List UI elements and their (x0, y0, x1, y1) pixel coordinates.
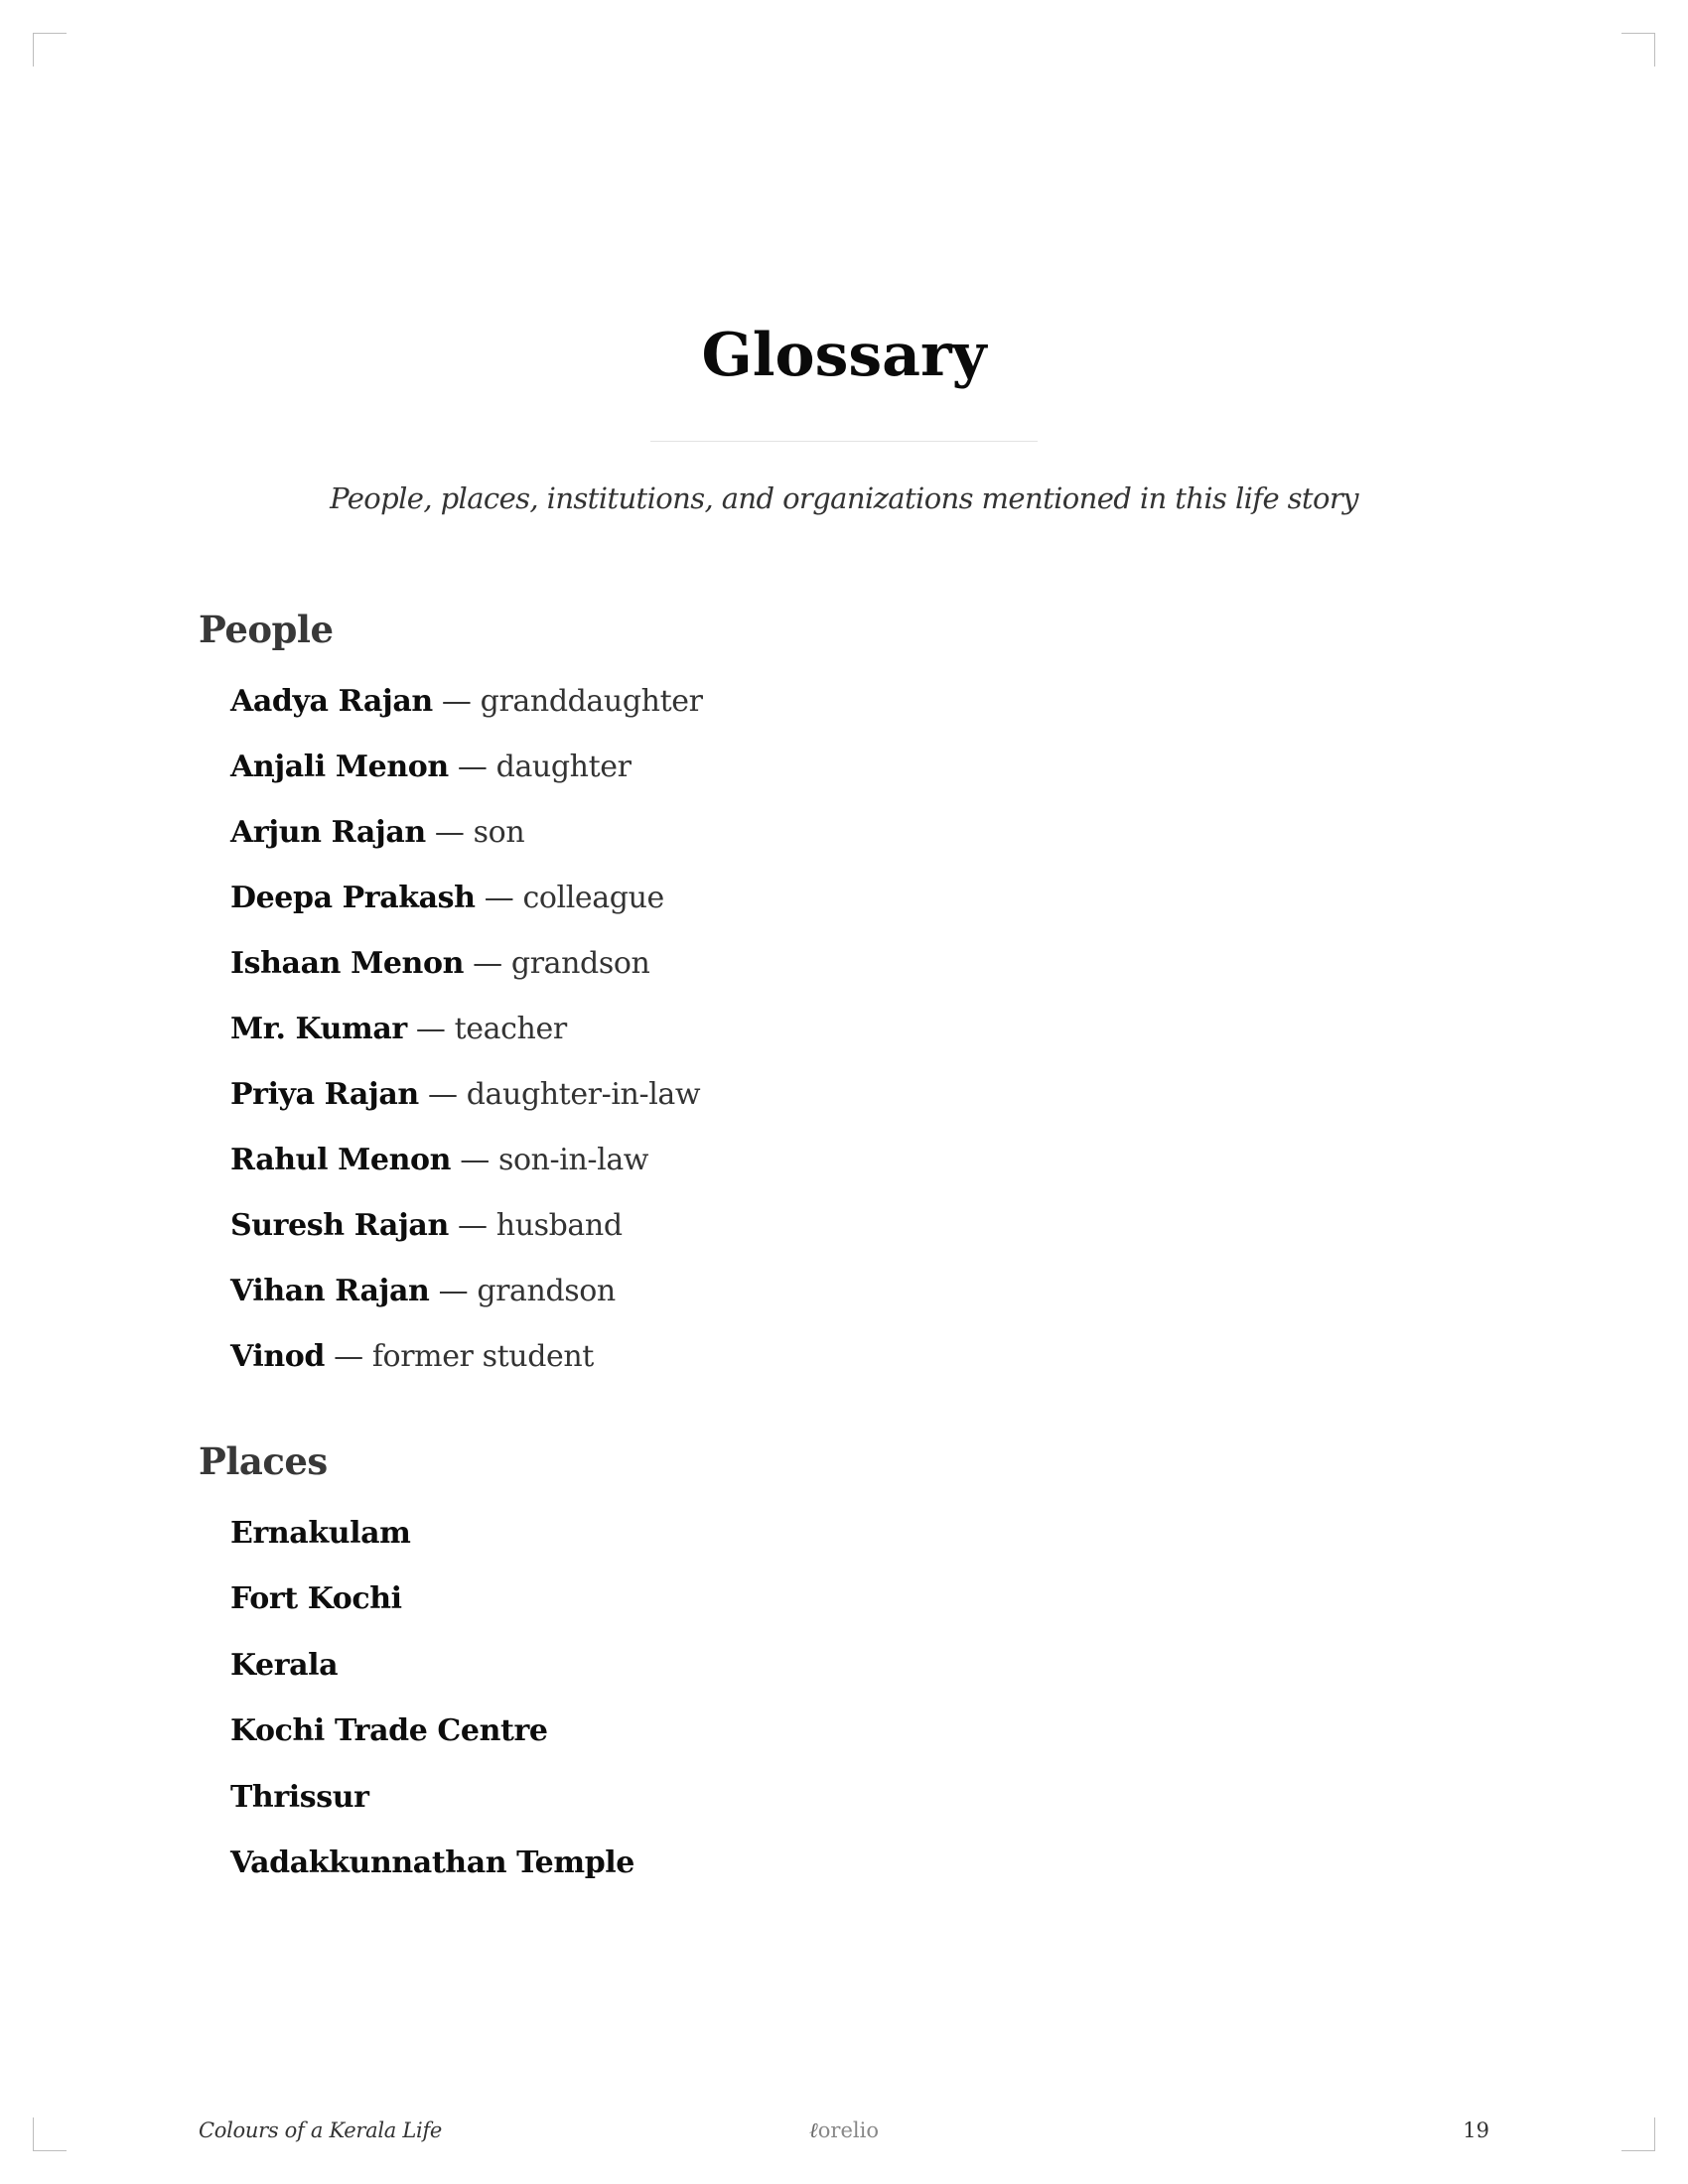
logo-text: orelio (817, 2118, 879, 2142)
glossary-entry (230, 1337, 594, 1377)
entry-role: grandson (510, 946, 650, 981)
entry-name: Vihan Rajan (230, 1274, 430, 1308)
entry-separator: — (458, 1208, 488, 1243)
crop-mark-top-right-v (1654, 33, 1655, 67)
page-subtitle: People, places, institutions, and organizations mentioned in this life story (330, 481, 1358, 515)
glossary-entry (230, 1272, 616, 1311)
entry-name: Deepa Prakash (230, 881, 476, 915)
entry-role: colleague (522, 881, 664, 915)
glossary-entry (230, 1646, 338, 1686)
glossary-entry (230, 879, 664, 918)
entry-name: Thrissur (230, 1780, 369, 1815)
entry-separator: — (427, 1077, 458, 1112)
entry-name: Kochi Trade Centre (230, 1713, 548, 1748)
logo-mark-icon: ℓ (809, 2118, 818, 2142)
entry-name: Kerala (230, 1648, 339, 1683)
entry-role: daughter-in-law (466, 1077, 701, 1112)
glossary-entry (230, 1514, 411, 1554)
glossary-entry (230, 1010, 567, 1049)
entry-separator: — (473, 946, 502, 981)
entry-name: Ernakulam (230, 1516, 411, 1551)
crop-mark-top-right-h (1621, 33, 1655, 34)
entry-role: daughter (495, 750, 632, 784)
entry-role: son (473, 815, 525, 850)
entry-role: son-in-law (497, 1143, 649, 1177)
section-heading-people: People (199, 608, 334, 651)
glossary-entry (230, 1579, 402, 1619)
entry-name: Aadya Rajan (230, 684, 433, 719)
glossary-entry (230, 1206, 623, 1246)
crop-mark-top-left-h (33, 33, 67, 34)
crop-mark-bottom-right-h (1621, 2150, 1655, 2151)
entry-name: Ishaan Menon (230, 946, 464, 981)
glossary-entry (230, 944, 649, 984)
entry-role: husband (495, 1208, 623, 1243)
title-divider (650, 441, 1038, 442)
footer-book-title: Colours of a Kerala Life (199, 2118, 443, 2142)
entry-name: Suresh Rajan (230, 1208, 449, 1243)
entry-role: granddaughter (480, 684, 703, 719)
entry-name: Vinod (230, 1339, 325, 1374)
glossary-entry (230, 682, 703, 722)
glossary-entry (230, 1075, 700, 1115)
entry-name: Anjali Menon (230, 750, 449, 784)
glossary-entry (230, 748, 632, 787)
entry-separator: — (457, 750, 488, 784)
entry-role: grandson (477, 1274, 616, 1308)
entry-name: Priya Rajan (230, 1077, 419, 1112)
crop-mark-top-left-v (33, 33, 34, 67)
entry-name: Vadakkunnathan Temple (230, 1845, 634, 1880)
entry-role: teacher (454, 1012, 567, 1046)
glossary-entry (230, 1843, 634, 1883)
page-title: Glossary (701, 321, 987, 390)
entry-separator: — (484, 881, 514, 915)
entry-name: Mr. Kumar (230, 1012, 407, 1046)
entry-role: former student (371, 1339, 594, 1374)
glossary-entry (230, 1141, 648, 1180)
glossary-entry (230, 1778, 369, 1818)
entry-separator: — (434, 815, 465, 850)
page-number: 19 (1463, 2118, 1489, 2142)
entry-separator: — (415, 1012, 446, 1046)
section-heading-places: Places (199, 1439, 328, 1483)
entry-separator: — (460, 1143, 490, 1177)
glossary-entry (230, 813, 524, 853)
crop-mark-bottom-left-h (33, 2150, 67, 2151)
entry-name: Arjun Rajan (230, 815, 426, 850)
entry-separator: — (438, 1274, 469, 1308)
entry-separator: — (441, 684, 472, 719)
entry-name: Fort Kochi (230, 1581, 402, 1616)
glossary-entry (230, 1711, 548, 1751)
entry-name: Rahul Menon (230, 1143, 452, 1177)
entry-separator: — (334, 1339, 363, 1374)
